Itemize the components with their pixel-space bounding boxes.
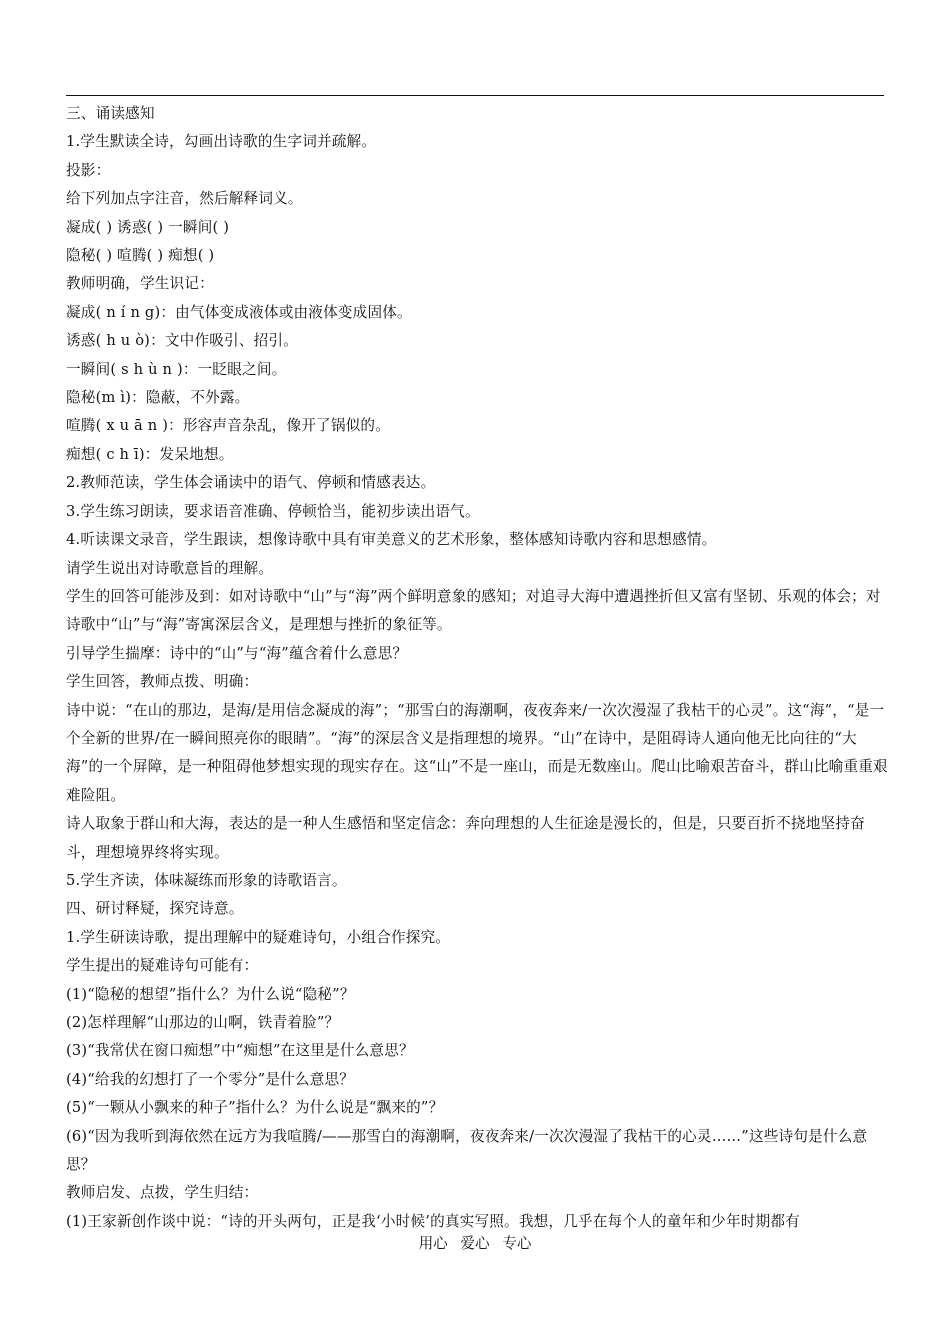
paragraph: 1.学生默读全诗，勾画出诗歌的生字词并疏解。 <box>66 133 377 151</box>
paragraph: 投影： <box>66 161 111 179</box>
question-item: (1)“隐秘的想望”指什么？为什么说“隐秘”？ <box>66 985 355 1003</box>
paragraph: 诗人取象于群山和大海，表达的是一种人生感悟和坚定信念：奔向理想的人生征途是漫长的，但是，只要百折不挠地坚持奋斗，理想境界终将实现。 <box>66 815 865 861</box>
paragraph: 学生的回答可能涉及到：如对诗歌中“山”与“海”两个鲜明意象的感知；对追寻大海中遭遇挫折但又富有坚韧、乐观的体会；对诗歌中“山”与“海”寄寓深层含义，是理想与挫折的象征等。 <box>66 587 881 634</box>
paragraph: 4.听读课文录音，学生跟读，想像诗歌中具有审美意义的艺术形象，整体感知诗歌内容和思想感情。 <box>66 531 717 549</box>
section-heading: 四、研讨释疑，探究诗意。 <box>66 900 244 918</box>
paragraph: 痴想( c h ī)：发呆地想。 <box>66 445 234 463</box>
paragraph: 3.学生练习朗读，要求语音准确、停顿恰当，能初步读出语气。 <box>66 502 480 520</box>
paragraph: 喧腾( x u ā n )：形容声音杂乱，像开了锅似的。 <box>66 417 391 435</box>
question-item: (4)“给我的幻想打了一个零分”是什么意思？ <box>66 1070 355 1088</box>
question-item: (6)“因为我听到海依然在远方为我喧腾/——那雪白的海潮啊，夜夜奔来/一次次漫湿了我枯干的心灵……”这些诗句是什么意思？ <box>66 1127 868 1174</box>
paragraph: 给下列加点字注音，然后解释词义。 <box>66 190 303 208</box>
paragraph: 1.学生研读诗歌，提出理解中的疑难诗句，小组合作探究。 <box>66 928 451 946</box>
paragraph: 5.学生齐读，体味凝练而形象的诗歌语言。 <box>66 871 347 889</box>
question-item: (3)“我常伏在窗口痴想”中“痴想”在这里是什么意思？ <box>66 1042 414 1060</box>
paragraph: 学生提出的疑难诗句可能有： <box>66 957 259 975</box>
paragraph: 诱惑( h u ò)：文中作吸引、招引。 <box>66 332 299 350</box>
paragraph: 2.教师范读，学生体会诵读中的语气、停顿和情感表达。 <box>66 474 436 492</box>
question-item: (5)“一颗从小飘来的种子”指什么？为什么说是“飘来的”？ <box>66 1099 444 1117</box>
paragraph: 教师明确，学生识记： <box>66 275 214 293</box>
section-heading: 三、诵读感知 <box>66 105 155 122</box>
paragraph: 隐秘( ) 喧腾( ) 痴想( ) <box>66 247 215 265</box>
document-body <box>66 100 888 1236</box>
paragraph: 隐秘(m ì)：隐蔽，不外露。 <box>66 389 250 407</box>
paragraph: (1)王家新创作谈中说：“诗的开头两句，正是我‘小时候’的真实写照。我想，几乎在每个人的童年和少年时期都有 <box>66 1212 800 1230</box>
paragraph: 引导学生揣摩：诗中的“山”与“海”蕴含着什么意思？ <box>66 644 408 662</box>
paragraph: 请学生说出对诗歌意旨的理解。 <box>66 559 274 577</box>
page-footer: 用心 爱心 专心 <box>418 1235 532 1252</box>
paragraph: 教师启发、点拨，学生归结： <box>66 1184 259 1202</box>
header-rule <box>66 95 884 96</box>
paragraph: 学生回答，教师点拨、明确： <box>66 673 259 691</box>
paragraph: 一瞬间( s h ù n )：一眨眼之间。 <box>66 360 287 378</box>
paragraph: 凝成( n í n g)：由气体变成液体或由液体变成固体。 <box>66 303 412 321</box>
paragraph: 凝成( ) 诱惑( ) 一瞬间( ) <box>66 218 230 236</box>
paragraph: 诗中说：“在山的那边，是海/是用信念凝成的海”；“那雪白的海潮啊，夜夜奔来/一次次漫湿了我枯干的心灵”。这“海”，“是一个全新的世界/在一瞬间照亮你的眼睛”。“海”的深层含义是指理想的境界。“山”在诗中，是阻碍诗人通向他无比向往的“大海”的一个屏障，是一种阻碍他梦想实现的现实存在。这“山”不是一座山，而是无数座山。爬山比喻艰苦奋斗，群山比喻重重艰难险阻。 <box>66 701 888 804</box>
question-item: (2)怎样理解“山那边的山啊，铁青着脸”？ <box>66 1014 340 1031</box>
